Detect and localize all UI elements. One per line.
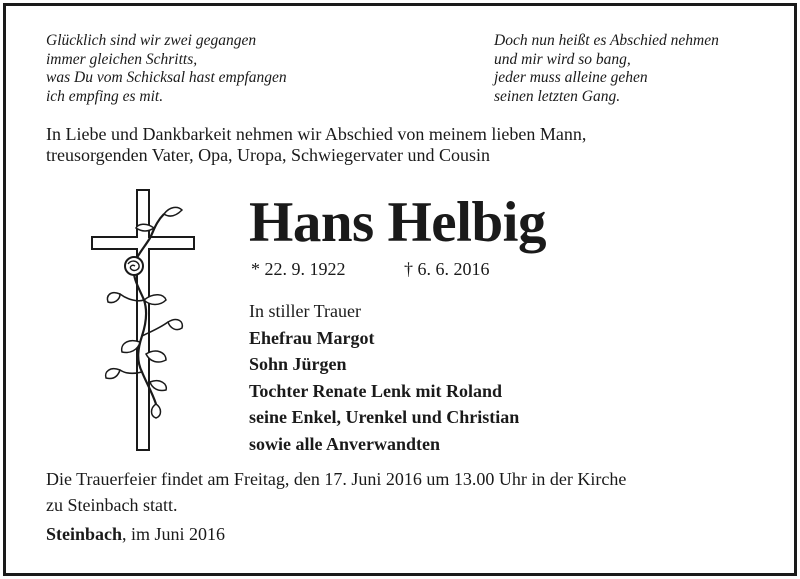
intro-line: In Liebe und Dankbarkeit nehmen wir Abschied von meinem lieben Mann,	[46, 124, 587, 144]
place-month: , im Juni 2016	[122, 524, 226, 544]
poem-line: Doch nun heißt es Abschied nehmen	[494, 32, 719, 49]
funeral-line: zu Steinbach statt.	[46, 495, 178, 515]
place-town: Steinbach	[46, 524, 123, 544]
poem-line: und mir wird so bang,	[494, 50, 631, 68]
cross-with-rose-icon	[84, 182, 200, 458]
mourners-list	[249, 298, 519, 457]
mourning-heading: In stiller Trauer	[249, 301, 361, 321]
birth-date: * 22. 9. 1922	[251, 259, 346, 279]
mourner: seine Enkel, Urenkel und Christian	[249, 407, 520, 427]
mourner: Sohn Jürgen	[249, 354, 347, 374]
deceased-name: Hans Helbig	[249, 191, 546, 254]
intro-text	[46, 124, 586, 166]
mourner: Tochter Renate Lenk mit Roland	[249, 380, 503, 401]
poem-line: jeder muss alleine gehen	[494, 69, 648, 86]
place-date	[46, 523, 225, 545]
poem-right	[494, 32, 719, 106]
funeral-line: Die Trauerfeier findet am Freitag, den 17. Juni 2016 um 13.00 Uhr in der Kirche	[46, 469, 627, 489]
mourner: Ehefrau Margot	[249, 327, 375, 348]
death-date: † 6. 6. 2016	[404, 259, 490, 279]
poem-line: seinen letzten Gang.	[494, 87, 621, 105]
poem-line: ich empfing es mit.	[46, 87, 164, 105]
intro-line: treusorgenden Vater, Opa, Uropa, Schwiegervater und Cousin	[46, 145, 490, 165]
poem-left	[46, 32, 287, 106]
poem-line: immer gleichen Schritts,	[46, 50, 198, 68]
poem-line: Glücklich sind wir zwei gegangen	[46, 32, 257, 49]
mourner: sowie alle Anverwandten	[249, 433, 440, 454]
poem-line: was Du vom Schicksal hast empfangen	[46, 69, 287, 86]
funeral-info	[46, 466, 626, 518]
